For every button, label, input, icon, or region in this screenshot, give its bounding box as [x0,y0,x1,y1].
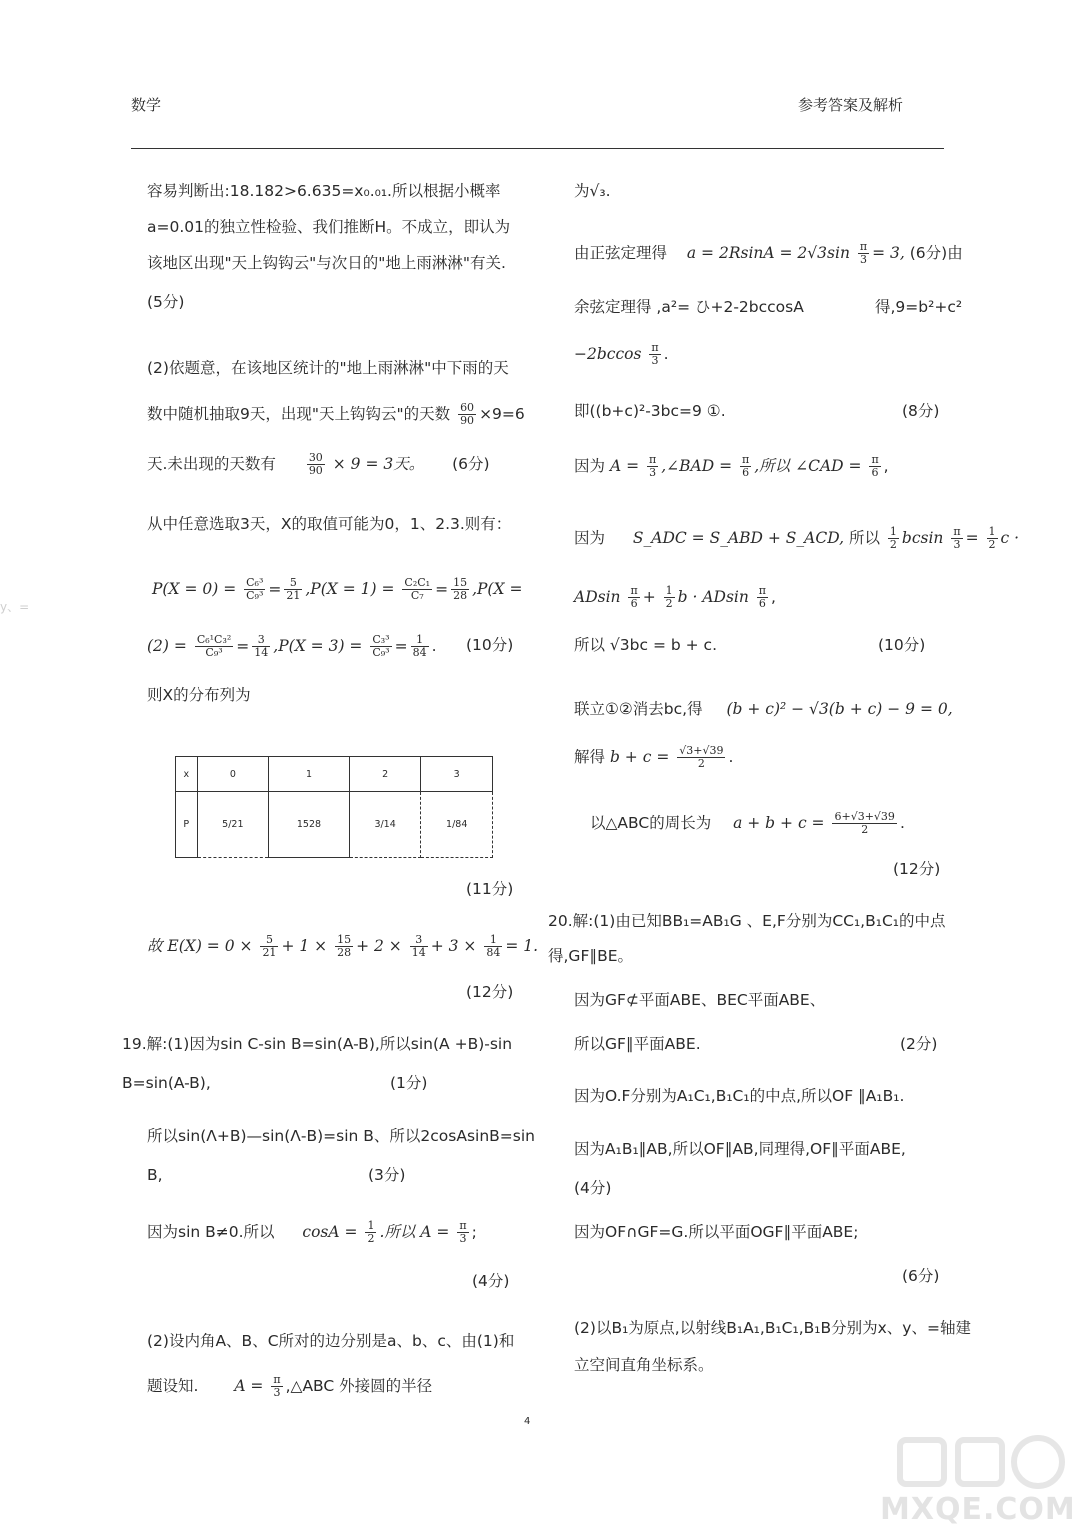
score-mark: (12分) [466,983,514,1001]
numerator: 5 [284,577,302,590]
math: ,∠BAD = [661,457,733,475]
fraction [649,342,660,367]
fraction [647,454,658,479]
math: ADsin [574,588,621,606]
fraction [832,811,896,836]
formula-line [574,342,669,367]
denominator: 3 [651,354,659,367]
math: (b + c)² − √3(b + c) − 9 = 0, [726,700,953,718]
fraction [858,241,869,266]
formula-line [574,745,733,770]
numerator: C₃³ [372,633,390,646]
text: , [771,588,776,606]
table-cell: 3/14 [349,792,421,858]
fraction [951,526,962,551]
text-line: 得,9=b²+c² [875,298,963,316]
math: b + c = [609,748,670,766]
score-mark: (6分)由 [909,244,963,262]
text: ; [471,1223,477,1241]
score-mark: (5分) [147,293,185,311]
numerator: 3 [410,934,428,947]
denominator: 6 [742,466,750,479]
fraction [458,402,476,427]
formula-line [574,698,953,720]
numerator: 15 [453,576,468,589]
numerator: 1 [988,525,996,538]
fraction [664,585,675,610]
fraction [457,1220,468,1245]
numerator: 15 [337,933,352,946]
fraction [335,934,353,959]
math: = 3, [872,244,905,262]
text: 因为sin B≠0.所以 [147,1223,275,1241]
math: −2bccos [574,345,642,363]
header-rule [131,148,944,149]
text-line: 因为O.F分别为A₁C₁,B₁C₁的中点,所以OF ∥A₁B₁. [574,1087,905,1105]
math: b · ADsin [677,588,749,606]
math: × 9 = 3天。 [332,455,425,473]
math: (2) = [147,637,187,655]
text-line: 因为OF∩GF=G.所以平面OGF∥平面ABE; [574,1223,859,1241]
text-line: 19.解:(1)因为sin C-sin B=sin(A-B),所以sin(A +B)-sin [122,1035,513,1053]
text: 所以 [848,529,880,547]
numerator: π [953,525,961,538]
denominator: 3 [953,538,961,551]
fraction [260,934,278,959]
numerator: √3+√39 [679,744,724,757]
denominator: 3 [649,466,657,479]
text: . [899,814,905,832]
denominator: 3 [859,253,867,266]
edge-mark: y、= [0,600,30,614]
formula-line: (2) = $\frac{\text{C₆¹C₃²}}{\text{C₉³}}$ = $\frac{3}{14}$ ,P(X = 3) = $\frac{\text{C₃³}}{\text{C₉³}}$ = $\frac{1}{84}$ . [147,633,437,659]
math: + 3 × [430,937,477,955]
fraction [244,577,265,602]
math: A = [234,1377,264,1395]
numerator: 30 [308,451,323,464]
text-line: 该地区出现"天上钩钩云"与次日的"地上雨淋淋"有关. [147,254,506,272]
denominator: C₉³ [372,646,390,659]
numerator: π [649,453,657,466]
text-line: 因为A₁B₁∥AB,所以OF∥AB,同理得,OF∥平面ABE, [574,1140,906,1158]
numerator: π [859,240,868,253]
math: + 1 × [281,937,328,955]
fraction [402,577,432,602]
score-mark: (12分) [893,860,941,878]
fraction [410,934,428,959]
denominator: 90 [460,414,475,427]
text: 数中随机抽取9天，出现"天上钩钩云"的天数 [147,405,451,423]
score-mark: (2分) [900,1035,938,1053]
numerator: 1 [665,584,673,597]
denominator: 2 [697,757,705,770]
math: + 2 × [356,937,402,955]
math: S_ADC = S_ABD + S_ACD, [632,529,845,547]
numerator: 1 [411,634,429,647]
text: ×9=6 [479,405,525,423]
denominator: 2 [367,1232,375,1245]
denominator: C₉³ [246,589,264,602]
denominator: C₇ [410,589,424,602]
numerator: 5 [260,934,278,947]
math: ,P(X = 1) = [305,580,395,598]
denominator: 6 [871,466,879,479]
math: .所以 A = [379,1223,450,1241]
formula-line [147,1220,477,1245]
fraction [757,585,768,610]
numerator: π [630,584,638,597]
watermark-text: MXQE.COM [880,1492,1076,1527]
fraction [365,1220,376,1245]
denominator: 84 [412,646,427,659]
table-cell: 1/84 [421,792,493,858]
text: 联立①②消去bc,得 [574,700,703,718]
text-line: 余弦定理得 ,a²= ひ+2-2bccosA [574,298,804,316]
text-line: 则X的分布列为 [147,686,251,704]
formula-line [574,454,889,479]
table-cell: 3 [421,757,493,792]
formula-line [147,1374,432,1399]
numerator: 1 [367,1219,375,1232]
score-mark: (10分) [466,636,514,654]
text-line [147,402,525,427]
math: = [965,529,979,547]
text-line: 从中任意选取3天，X的取值可能为0，1、2.3.则有： [147,515,512,533]
distribution-table [175,756,493,858]
fraction [451,577,469,602]
score-mark: (4分) [472,1272,510,1290]
text: ,△ABC 外接圆的半径 [285,1377,433,1395]
denominator: 6 [630,597,638,610]
denominator: 2 [665,597,673,610]
fraction [987,526,998,551]
formula-line [574,526,1019,551]
numerator: π [758,584,767,597]
text-line: (2)依题意，在该地区统计的"地上雨淋淋"中下雨的天 [147,359,509,377]
score-mark: (3分) [368,1166,406,1184]
fraction [307,452,325,477]
page-number: 4 [524,1416,531,1427]
table-cell: 0 [197,757,269,792]
table-cell: 1 [269,757,350,792]
score-mark: (11分) [466,880,514,898]
subject-label: 数学 [131,96,162,114]
denominator: 14 [411,946,426,959]
score-mark: (6分) [452,455,490,473]
text-line: B=sin(A-B), [122,1074,211,1092]
fraction [195,634,233,659]
fraction [484,934,502,959]
table-cell: 5/21 [197,792,269,858]
text: . [728,748,734,766]
text-line [147,452,490,477]
numerator: 3 [252,634,270,647]
fraction [869,454,880,479]
denominator: 14 [254,646,269,659]
formula-line [590,811,905,836]
math: a = 2RsinA = 2√3sin [686,244,850,262]
text-line: 为√₃. [574,182,611,200]
numerator: π [871,453,879,466]
fraction [271,1374,282,1399]
math: ,所以 ∠CAD = [754,457,862,475]
table-cell: 1528 [269,792,350,858]
text: 因为 [574,529,606,547]
text-line: 因为GF⊄平面ABE、BEC平面ABE、 [574,991,826,1009]
numerator: 1 [889,525,897,538]
math: ,P(X = [472,580,523,598]
denominator: 2 [988,538,996,551]
text-line: B, [147,1166,163,1184]
math: A = [609,457,640,475]
numerator: C₂C₁ [404,576,431,589]
score-mark: (8分) [902,402,940,420]
text-line: (2)设内角A、B、C所对的边分别是a、b、c、由(1)和 [147,1332,515,1350]
formula-line: P(X = 0) = $\frac{\text{C₆³}}{\text{C₉³}}$ = $\frac{5}{21}$ ,P(X = 1) = $\frac{\text{C₂C₁}}{\text{C₇}}$ = $\frac{15}{28}$ ,P(X = [152,576,523,602]
denominator: 28 [453,589,468,602]
text: , [883,457,889,475]
score-mark: (1分) [390,1074,428,1092]
score-mark: (6分) [902,1267,940,1285]
numerator: π [459,1219,467,1232]
math: cosA = [302,1223,358,1241]
fraction [284,577,302,602]
formula-line [574,585,776,610]
math: ,P(X = 3) = [273,637,363,655]
text-line: a=0.01的独立性检验、我们推断H。不成立，即认为 [147,218,511,236]
fraction [740,454,751,479]
text: 解得 [574,748,606,766]
numerator: π [651,341,659,354]
denominator: 3 [273,1386,281,1399]
denominator: 3 [459,1232,467,1245]
math: a + b + c = [733,814,825,832]
fraction [628,585,639,610]
text: 题设知. [147,1377,199,1395]
denominator: 2 [889,538,897,551]
numerator: 60 [460,401,475,414]
table-cell: P [176,792,198,858]
score-mark: (4分) [574,1179,612,1197]
denominator: 21 [286,589,301,602]
text-line: (2)以B₁为原点,以射线B₁A₁,B₁C₁,B₁B分别为x、y、=轴建 [574,1319,971,1337]
fraction [370,634,391,659]
denominator: 84 [486,946,501,959]
doc-title: 参考答案及解析 [798,96,904,114]
math: + [642,588,656,606]
fraction [888,526,899,551]
formula-line [574,241,963,266]
denominator: 21 [262,946,277,959]
fraction [677,745,725,770]
score-mark: (10分) [878,636,926,654]
formula-line: 所以 √3bc = b + c. [574,636,717,654]
table-cell: x [176,757,198,792]
table-row [176,792,493,858]
denominator: 6 [758,597,766,610]
denominator: 2 [861,823,869,836]
math: 故 E(X) = 0 × [147,937,253,955]
text-line: 所以sin(Λ+B)—sin(Λ-B)=sin B、所以2cosAsinB=sin [147,1127,535,1145]
text-line: 20.解:(1)由已知BB₁=AB₁G 、E,F分别为CC₁,B₁C₁的中点 [548,912,946,930]
numerator: 1 [484,934,502,947]
text: . [663,345,669,363]
text-line: 即((b+c)²-3bc=9 ①. [574,402,726,420]
table-cell: 2 [349,757,421,792]
text-line: 立空间直角坐标系。 [574,1356,714,1374]
numerator: 6+√3+√39 [834,810,895,823]
fraction [252,634,270,659]
math: c · [1000,529,1020,547]
numerator: π [273,1373,281,1386]
text: 由正弦定理得 [574,244,668,262]
text: 以△ABC的周长为 [590,814,712,832]
denominator: C₉³ [205,646,223,659]
text: 因为 [574,457,606,475]
numerator: π [742,453,750,466]
math: bcsin [901,529,944,547]
math: P(X = 0) = [152,580,237,598]
denominator: 28 [337,946,352,959]
formula-line [147,934,538,959]
fraction [411,634,429,659]
denominator: 90 [308,464,323,477]
text-line: 容易判断出:18.182>6.635=x₀.₀₁.所以根据小概率 [147,182,501,200]
text-line: 得,GF∥BE。 [548,947,634,965]
table-row [176,757,493,792]
text: 天.未出现的天数有 [147,455,276,473]
text-line: 所以GF∥平面ABE. [574,1035,701,1053]
math: = 1. [505,937,539,955]
numerator: C₆³ [246,576,264,589]
numerator: C₆¹C₃² [196,633,232,646]
